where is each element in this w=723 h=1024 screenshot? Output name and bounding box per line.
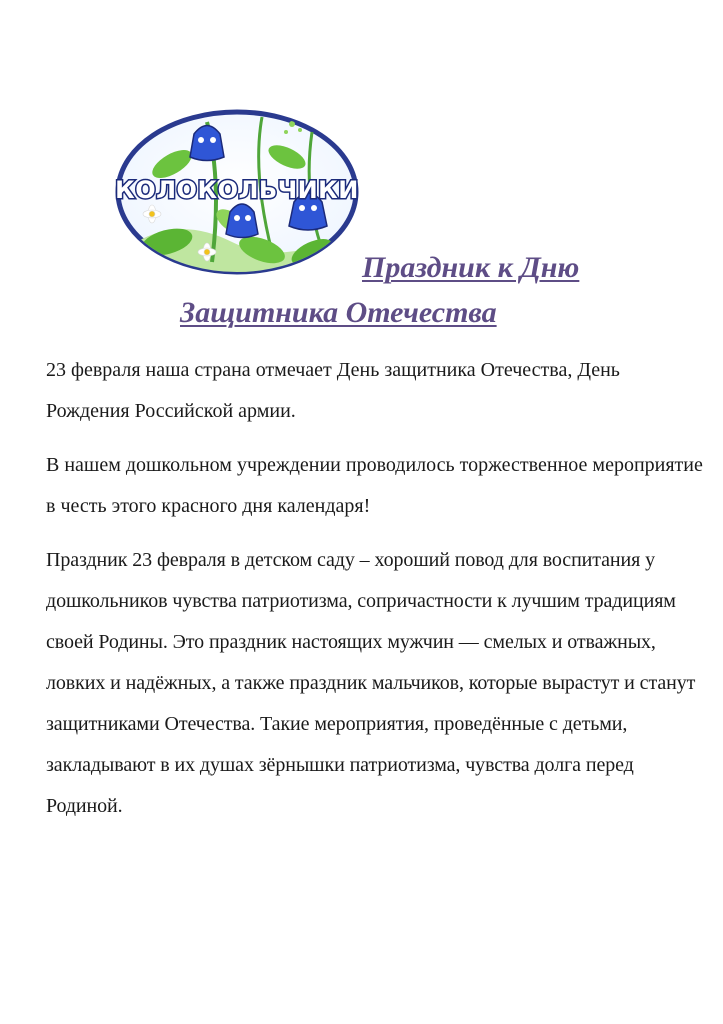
paragraph-2: В нашем дошкольном учреждении проводилось торжественное мероприятие в честь этого красного дня календаря! <box>46 454 703 517</box>
kindergarten-logo <box>112 102 370 278</box>
paragraph-1: 23 февраля наша страна отмечает День защитника Отечества, День Рождения Российской армии. <box>46 359 620 422</box>
page-title-line-2: Защитника Отечества <box>180 296 497 329</box>
paragraph-3: Праздник 23 февраля в детском саду – хороший повод для воспитания у дошкольников чувства патриотизма, сопричастности к лучшим традициям своей Родины. Это праздник настоящих мужчин — смелых и отважных, ловких и надёжных, а также праздник мальчиков, которые вырастут и станут защитниками Отечества. Такие мероприятия, проведённые с детьми, закладывают в их душах зёрнышки патриотизма, чувства долга перед Родиной. <box>46 549 696 817</box>
page-title-line-1: Праздник к Дню <box>362 251 580 284</box>
article-body <box>46 350 706 840</box>
logo-text: КОЛОКОЛЬЧИКИ <box>115 176 359 204</box>
